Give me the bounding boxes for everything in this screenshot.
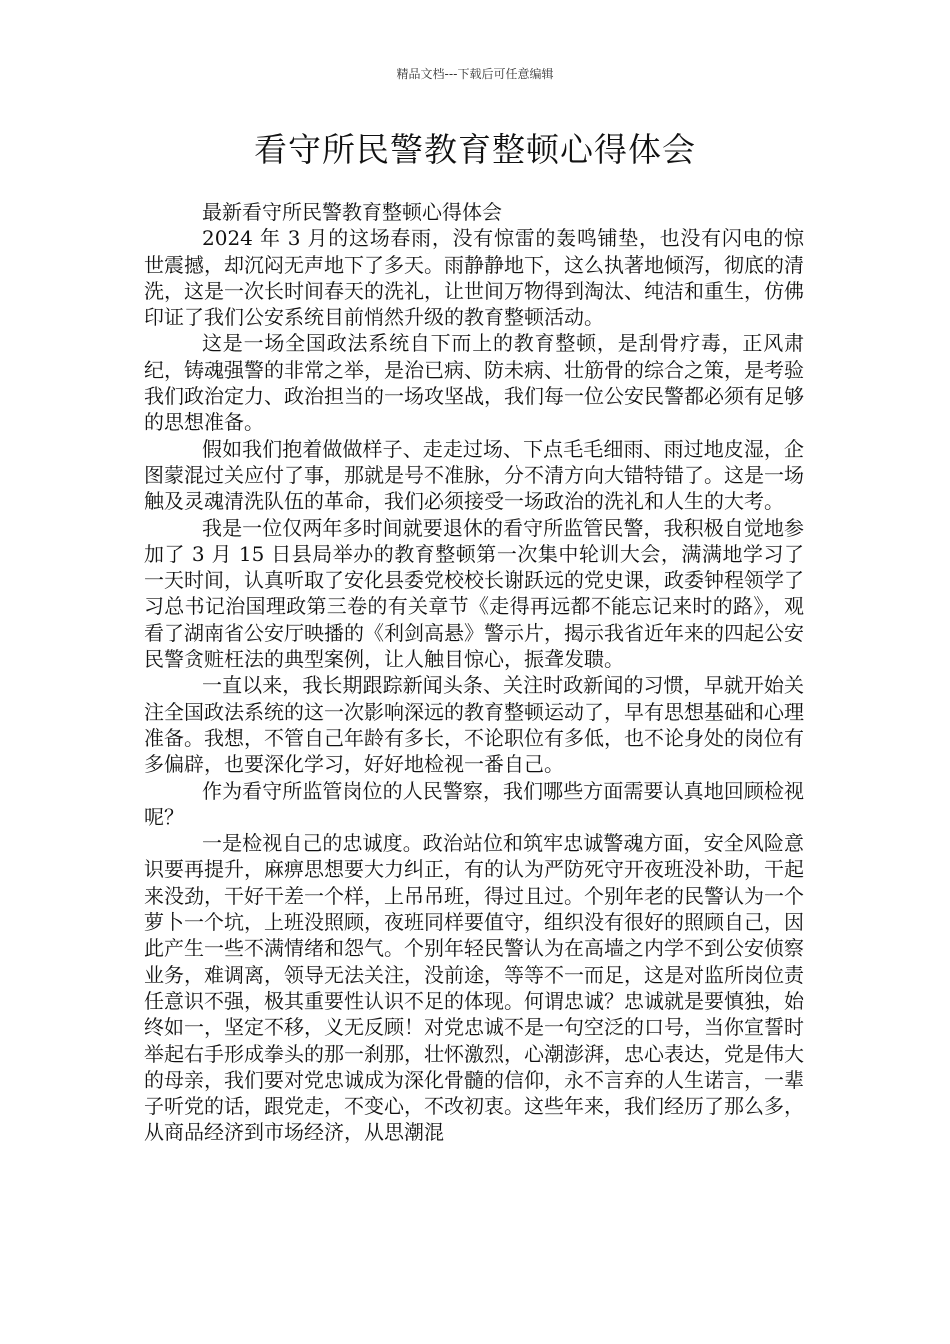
- page-header: 精品文档---下载后可任意编辑: [396, 67, 554, 81]
- document-body: [144, 199, 804, 1146]
- document-title: 看守所民警教育整顿心得体会: [254, 130, 696, 169]
- paragraph: 2024 年 3 月的这场春雨，没有惊雷的轰鸣铺垫，也没有闪电的惊世震撼，却沉闷无声地下了多天。雨静静地下，这么执著地倾泻，彻底的清洗，这是一次长时间春天的洗礼，让世间万物得到淘汰、纯洁和重生，仿佛印证了我们公安系统目前悄然升级的教育整顿活动。: [144, 226, 804, 330]
- paragraph: 一直以来，我长期跟踪新闻头条、关注时政新闻的习惯，早就开始关注全国政法系统的这一次影响深远的教育整顿运动了，早有思想基础和心理准备。我想，不管自己年龄有多长，不论职位有多低，也不论身处的岗位有多偏辟，也要深化学习，好好地检视一番自己。: [144, 673, 804, 777]
- paragraph: 这是一场全国政法系统自下而上的教育整顿，是刮骨疗毒，正风肃纪，铸魂强警的非常之举，是治已病、防未病、壮筋骨的综合之策，是考验我们政治定力、政治担当的一场攻坚战，我们每一位公安民警都必须有足够的思想准备。: [144, 331, 804, 435]
- paragraph: 一是检视自己的忠诚度。政治站位和筑牢忠诚警魂方面，安全风险意识要再提升，麻痹思想要大力纠正，有的认为严防死守开夜班没补助，干起来没劲，干好干差一个样，上吊吊班，得过且过。个别年老的民警认为一个萝卜一个坑，上班没照顾，夜班同样要值守，组织没有很好的照顾自己，因此产生一些不满情绪和怨气。个别年轻民警认为在高墙之内学不到公安侦察业务，难调离，领导无法关注，没前途，等等不一而足，这是对监所岗位责任意识不强，极其重要性认识不足的体现。何谓忠诚？忠诚就是要慎独，始终如一，坚定不移，义无反顾！对党忠诚不是一句空泛的口号，当你宣誓时举起右手形成拳头的那一刹那，壮怀激烈，心潮澎湃，忠心表达，党是伟大的母亲，我们要对党忠诚成为深化骨髓的信仰，永不言弃的人生诺言，一辈子听党的话，跟党走，不变心，不改初衷。这些年来，我们经历了那么多，从商品经济到市场经济，从思潮混: [144, 831, 804, 1145]
- paragraph-subtitle: 最新看守所民警教育整顿心得体会: [202, 200, 502, 224]
- paragraph: 作为看守所监管岗位的人民警察，我们哪些方面需要认真地回顾检视呢？: [144, 778, 804, 829]
- paragraph: 假如我们抱着做做样子、走走过场、下点毛毛细雨、雨过地皮湿，企图蒙混过关应付了事，那就是号不准脉，分不清方向大错特错了。这是一场触及灵魂清洗队伍的革命，我们必须接受一场政治的洗礼和人生的大考。: [144, 436, 804, 514]
- paragraph: 我是一位仅两年多时间就要退休的看守所监管民警，我积极自觉地参加了 3 月 15 日县局举办的教育整顿第一次集中轮训大会，满满地学习了一天时间，认真听取了安化县委党校校长谢跃远的党史课，政委钟程领学了习总书记治国理政第三卷的有关章节《走得再远都不能忘记来时的路》，观看了湖南省公安厅映播的《利剑高悬》警示片，揭示我省近年来的四起公安民警贪赃枉法的典型案例，让人触目惊心，振聋发聩。: [144, 515, 804, 672]
